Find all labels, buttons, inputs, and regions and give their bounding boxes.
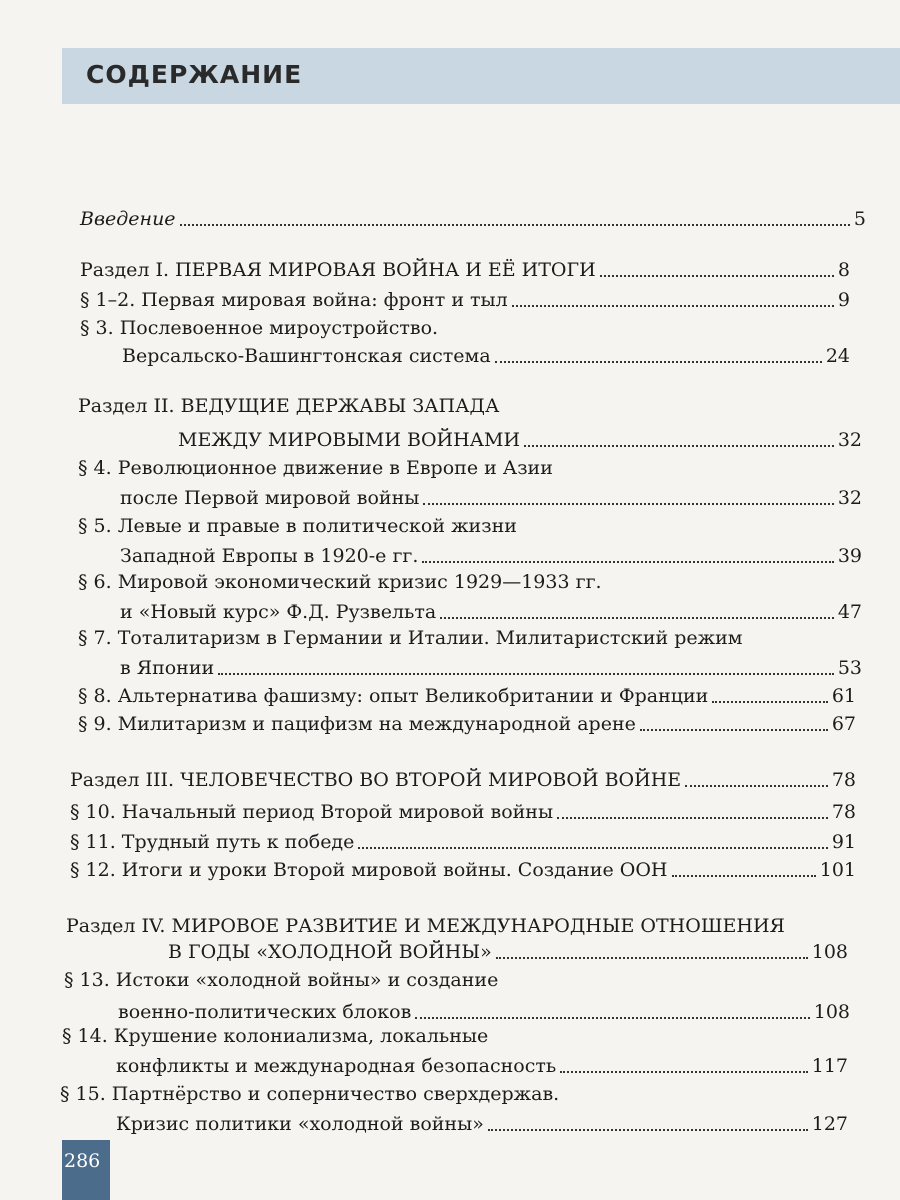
toc-page: 8 (837, 259, 850, 281)
toc-page: 91 (831, 831, 856, 853)
toc-section-4-line1[interactable] (66, 912, 866, 940)
leader-dots (600, 274, 834, 277)
leader-dots (496, 956, 808, 959)
toc-section-4-line2[interactable] (168, 938, 848, 966)
toc-entry-intro[interactable] (80, 205, 866, 233)
toc-label: Раздел IV. МИРОВОЕ РАЗВИТИЕ И МЕЖДУНАРОДНЫЕ ОТНОШЕНИЯ (66, 915, 785, 937)
toc-label: Раздел I. ПЕРВАЯ МИРОВАЯ ВОЙНА И ЕЁ ИТОГИ (80, 259, 596, 281)
leader-dots (712, 700, 828, 703)
toc-entry-8[interactable] (78, 682, 856, 710)
leader-dots (560, 1070, 807, 1073)
toc-entry-11[interactable] (70, 828, 856, 856)
toc-entry-15-line1[interactable] (60, 1080, 850, 1108)
toc-label: § 3. Послевоенное мироустройство. (80, 317, 439, 339)
toc-entry-10[interactable] (70, 798, 856, 826)
toc-label: Западной Европы в 1920-е гг. (120, 545, 419, 567)
leader-dots (423, 502, 833, 505)
toc-label: § 15. Партнёрство и соперничество сверхдержав. (60, 1083, 560, 1105)
toc-label: § 9. Милитаризм и пацифизм на международной арене (78, 713, 636, 735)
toc-label: § 4. Революционное движение в Европе и Азии (78, 457, 553, 479)
page-number: 286 (64, 1150, 101, 1172)
toc-page: 127 (811, 1113, 848, 1135)
toc-page: 24 (825, 345, 850, 367)
leader-dots (685, 784, 828, 787)
toc-section-3[interactable] (70, 766, 856, 794)
toc-label: § 1–2. Первая мировая война: фронт и тыл (80, 289, 508, 311)
toc-page: 67 (831, 713, 856, 735)
toc-entry-14-line1[interactable] (62, 1022, 852, 1050)
leader-dots (495, 360, 822, 363)
toc-label: § 11. Трудный путь к победе (70, 831, 355, 853)
toc-page: 108 (811, 941, 848, 963)
leader-dots (640, 728, 828, 731)
toc-entry-13-line1[interactable] (64, 966, 854, 994)
toc-label: МЕЖДУ МИРОВЫМИ ВОЙНАМИ (178, 429, 521, 451)
leader-dots (422, 560, 833, 563)
toc-page: 9 (837, 289, 850, 311)
toc-label: после Первой мировой войны (120, 487, 420, 509)
toc-entry-12[interactable] (70, 856, 856, 884)
toc-label: § 14. Крушение колониализма, локальные (62, 1025, 489, 1047)
toc-entry-1-2[interactable] (80, 286, 850, 314)
leader-dots (358, 846, 827, 849)
toc-label: § 10. Начальный период Второй мировой войны (70, 801, 554, 823)
toc-section-2-line1[interactable] (78, 392, 848, 420)
toc-entry-7-line2[interactable] (120, 654, 862, 682)
toc-entry-5-line1[interactable] (78, 512, 848, 540)
page-title: СОДЕРЖАНИЕ (86, 60, 303, 89)
toc-page: 61 (831, 685, 856, 707)
toc-entry-9[interactable] (78, 710, 856, 738)
toc-label: в Японии (120, 657, 215, 679)
toc-label: конфликты и международная безопасность (116, 1055, 557, 1077)
toc-section-1[interactable] (80, 256, 850, 284)
toc-label: и «Новый курс» Ф.Д. Рузвельта (120, 601, 437, 623)
toc-label: Раздел III. ЧЕЛОВЕЧЕСТВО ВО ВТОРОЙ МИРОВОЙ ВОЙНЕ (70, 769, 682, 791)
toc-page: 47 (837, 601, 862, 623)
toc-page: 78 (831, 801, 856, 823)
toc-page: 78 (831, 769, 856, 791)
leader-dots (512, 304, 834, 307)
leader-dots (672, 874, 816, 877)
leader-dots (557, 816, 828, 819)
leader-dots (415, 1016, 809, 1019)
toc-label: Версальско-Вашингтонская система (122, 345, 491, 367)
toc-page: 32 (837, 487, 862, 509)
toc-entry-6-line2[interactable] (120, 598, 862, 626)
toc-label: военно-политических блоков (118, 1001, 412, 1023)
leader-dots (440, 616, 834, 619)
leader-dots (488, 1128, 808, 1131)
toc-label: § 12. Итоги и уроки Второй мировой войны. Создание ООН (70, 859, 668, 881)
toc-label: Раздел II. ВЕДУЩИЕ ДЕРЖАВЫ ЗАПАДА (78, 395, 500, 417)
leader-dots (524, 444, 834, 447)
toc-entry-4-line1[interactable] (78, 454, 848, 482)
toc-entry-5-line2[interactable] (120, 542, 862, 570)
toc-page: 5 (853, 208, 866, 230)
toc-page: 117 (811, 1055, 848, 1077)
toc-entry-3-line1[interactable] (80, 314, 850, 342)
toc-page: 39 (837, 545, 862, 567)
toc-section-2-line2[interactable] (178, 426, 862, 454)
toc-label: § 6. Мировой экономический кризис 1929—1933 гг. (78, 571, 602, 593)
toc-entry-14-line2[interactable] (116, 1052, 848, 1080)
toc-page: 101 (819, 859, 856, 881)
toc-page: 32 (837, 429, 862, 451)
leader-dots (180, 223, 850, 226)
toc-label: § 5. Левые и правые в политической жизни (78, 515, 517, 537)
toc-entry-4-line2[interactable] (120, 484, 862, 512)
toc-entry-15-line2[interactable] (116, 1110, 848, 1138)
toc-label: § 13. Истоки «холодной войны» и создание (64, 969, 499, 991)
toc-page: 53 (837, 657, 862, 679)
toc-label: Введение (80, 208, 176, 230)
toc-entry-3-line2[interactable] (122, 342, 850, 370)
toc-entry-6-line1[interactable] (78, 568, 858, 596)
toc-label: Кризис политики «холодной войны» (116, 1113, 484, 1135)
toc-page: 108 (813, 1001, 850, 1023)
toc-label: § 7. Тоталитаризм в Германии и Италии. Милитаристский режим (78, 627, 743, 649)
toc-label: § 8. Альтернатива фашизму: опыт Великобритании и Франции (78, 685, 709, 707)
toc-label: В ГОДЫ «ХОЛОДНОЙ ВОЙНЫ» (168, 941, 492, 963)
leader-dots (218, 672, 834, 675)
toc-entry-7-line1[interactable] (78, 624, 868, 652)
